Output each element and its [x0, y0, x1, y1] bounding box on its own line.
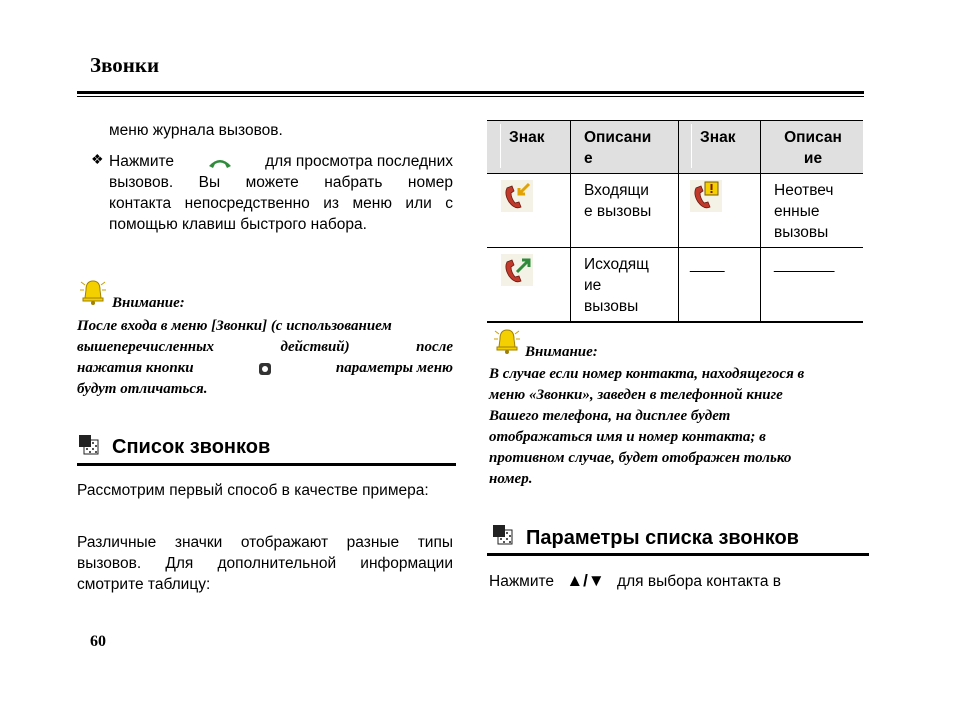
paragraph-1: Рассмотрим первый способ в качестве примера: — [77, 482, 429, 499]
incoming-call-icon — [501, 180, 533, 212]
section-square-icon — [78, 434, 100, 456]
navigation-instruction — [489, 570, 781, 592]
table-divider — [691, 124, 692, 168]
section-rule — [77, 463, 456, 466]
call-key-icon — [207, 155, 233, 169]
table-cell-desc: Исходящ ие вызовы — [584, 256, 649, 315]
note-line: номер. — [489, 471, 533, 487]
bullet-line-4: помощью клавиш быстрого набора. — [109, 216, 367, 233]
section-title-call-list: Список звонков — [112, 436, 271, 458]
header-rule-thick — [77, 91, 864, 94]
note-title: Внимание: — [525, 344, 598, 360]
outgoing-call-icon — [501, 254, 533, 286]
note-line-1: После входа в меню [Звонки] (с использованием — [77, 318, 392, 334]
table-cell-desc: Неотвеч енные вызовы — [774, 182, 834, 241]
bullet-line-3: контакта непосредственно из меню или с — [109, 195, 453, 212]
continuation-text: меню журнала вызовов. — [109, 122, 283, 139]
table-cell-placeholder: ____ — [690, 256, 725, 273]
header-rule-thin — [77, 96, 864, 97]
nav-keys-icon: ▲/▼ — [566, 571, 605, 590]
table-header-cell: Знак — [700, 129, 736, 146]
page-number: 60 — [90, 633, 106, 650]
table-divider — [760, 120, 761, 322]
section-square-icon — [492, 524, 514, 546]
table-divider — [500, 124, 501, 168]
note-line: отображаться имя и номер контакта; в — [489, 429, 766, 445]
note-line-3-after: параметры меню — [335, 360, 453, 376]
table-cell-desc: Входящи е вызовы — [584, 182, 652, 220]
note-line-4: будут отличаться. — [77, 381, 208, 397]
note-body — [77, 316, 453, 400]
table-header-cell: Описани е — [584, 129, 652, 167]
note-line: противном случае, будет отображен только — [489, 450, 792, 466]
call-types-table — [487, 120, 863, 322]
note-title: Внимание: — [112, 295, 185, 311]
bullet-diamond-icon: ❖ — [91, 151, 104, 167]
table-header-cell: Описан ие — [784, 129, 842, 167]
ok-key-icon — [258, 362, 272, 376]
nav-after: для выбора контакта в — [617, 573, 781, 590]
note-line-3-before: нажатия кнопки — [77, 360, 194, 376]
note-body — [489, 364, 869, 490]
bullet-before: Нажмите — [109, 153, 175, 170]
nav-before: Нажмите — [489, 573, 555, 590]
section-rule — [487, 553, 869, 556]
paragraph-2: Различные значки отображают разные типы вызовов. Для дополнительной информации смотрите таблицу: — [77, 534, 453, 593]
note-line-2: вышеперечисленных действий) после — [77, 339, 453, 355]
table-divider — [570, 120, 571, 322]
missed-call-icon — [690, 180, 722, 212]
note-line: Вашего телефона, на дисплее будет — [489, 408, 731, 424]
bullet-after: для просмотра последних — [265, 153, 453, 170]
bullet-line-1 — [109, 151, 453, 172]
table-divider — [487, 173, 863, 174]
bell-icon — [78, 278, 108, 306]
bullet-lines — [109, 172, 453, 235]
note-line-3 — [77, 358, 453, 379]
note-line: меню «Звонки», заведен в телефонной книге — [489, 387, 783, 403]
section-title-call-list-options: Параметры списка звонков — [526, 527, 799, 549]
table-divider — [678, 120, 679, 322]
note-line: В случае если номер контакта, находящегося в — [489, 366, 805, 382]
bell-icon — [492, 327, 522, 355]
page-header-title: Звонки — [90, 53, 160, 77]
table-divider — [487, 247, 863, 248]
table-cell-placeholder: _______ — [774, 256, 835, 273]
bullet-line-2: вызовов. Вы можете набрать номер — [109, 174, 453, 191]
table-header-cell: Знак — [509, 129, 545, 146]
table-divider — [487, 321, 863, 323]
